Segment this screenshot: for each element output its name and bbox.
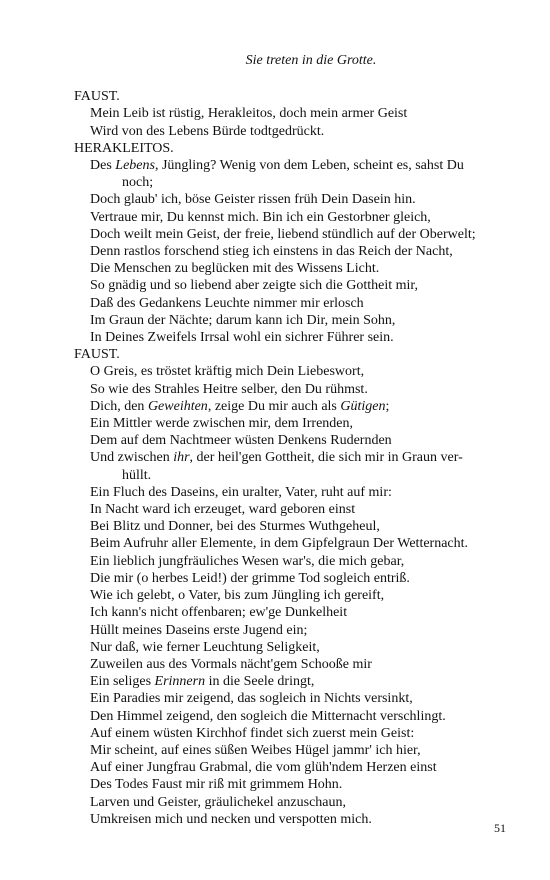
verse-line: [74, 553, 514, 570]
verse-line: [74, 570, 514, 587]
line-text: So wie des Strahles Heitre selber, den Du rühmst.: [90, 381, 368, 397]
line-text: Die mir (o herbes Leid!) der grimme Tod sogleich entriß.: [90, 570, 410, 586]
line-text: Ein lieblich jungfräuliches Wesen war's, die mich gebar,: [90, 553, 405, 569]
verse-line: [74, 123, 514, 140]
line-text: Im Graun der Nächte; darum kann ich Dir, mein Sohn,: [90, 312, 396, 328]
line-text: O Greis, es tröstet kräftig mich Dein Liebeswort,: [90, 364, 365, 380]
line-text: Des: [90, 158, 116, 174]
verse-line: [74, 398, 514, 415]
line-text: Ein Mittler werde zwischen mir, dem Irrenden,: [90, 416, 354, 432]
emphasis-text: Gütigen: [340, 398, 386, 414]
verse-line: [74, 312, 514, 329]
verse-line: [74, 535, 514, 552]
verse-line: [74, 690, 514, 707]
line-text: Ein Paradies mir zeigend, das sogleich in Nichts versinkt,: [90, 691, 413, 707]
line-text: Mir scheint, auf eines süßen Weibes Hügel jammr' ich hier,: [90, 742, 421, 758]
line-text: Umkreisen mich und necken und verspotten mich.: [90, 811, 372, 827]
verse-line: [74, 329, 514, 346]
line-text: Doch weilt mein Geist, der freie, liebend stündlich auf der Oberwelt;: [90, 226, 476, 242]
verse-line: [74, 794, 514, 811]
line-text: Hüllt meines Daseins erste Jugend ein;: [90, 622, 308, 638]
verse-line: [74, 243, 514, 260]
line-continuation: hüllt.: [122, 467, 152, 483]
line-text: Zuweilen aus des Vormals nächt'gem Schooße mir: [90, 656, 372, 672]
text-block: [74, 52, 514, 828]
page-number: 51: [494, 821, 506, 835]
line-text: In Nacht ward ich erzeuget, ward geboren einst: [90, 502, 356, 518]
verse-line: [74, 518, 514, 535]
speaker-name: HERAKLEITOS.: [74, 140, 174, 156]
line-text: Denn rastlos forschend stieg ich einstens in das Reich der Nacht,: [90, 244, 453, 260]
verse-line: [74, 432, 514, 449]
verse-line: [74, 105, 514, 122]
verse-line: [74, 759, 514, 776]
verse-line: [74, 484, 514, 501]
verse-line: [74, 449, 514, 483]
verse-line: [74, 381, 514, 398]
verse-line: [74, 295, 514, 312]
line-text: , Jüngling? Wenig von dem Leben, scheint es, sahst Du: [154, 158, 464, 174]
verse-line: [74, 639, 514, 656]
speaker-name: FAUST.: [74, 347, 120, 363]
speaker-name: FAUST.: [74, 89, 120, 105]
emphasis-text: Erinnern: [154, 674, 206, 690]
line-text: Daß des Gedankens Leuchte nimmer mir erlosch: [90, 295, 364, 311]
verse-line: [74, 776, 514, 793]
verse-line: [74, 226, 514, 243]
verse-line: [74, 673, 514, 690]
verse-line: [74, 656, 514, 673]
verse-line: [74, 157, 514, 191]
line-text: in die Seele dringt,: [205, 674, 315, 690]
verse-line: [74, 501, 514, 518]
emphasis-text: ihr: [173, 450, 190, 466]
line-text: Mein Leib ist rüstig, Herakleitos, doch mein armer Geist: [90, 106, 408, 122]
line-text: Auf einer Jungfrau Grabmal, die vom glüh'ndem Herzen einst: [90, 760, 437, 776]
line-text: Und zwischen: [90, 450, 174, 466]
line-text: , zeige Du mir auch als: [207, 398, 341, 414]
verse-line: [74, 260, 514, 277]
line-text: Dich, den: [90, 398, 148, 414]
verse-line: [74, 725, 514, 742]
line-text: Vertraue mir, Du kennst mich. Bin ich ein Gestorbner gleich,: [90, 209, 431, 225]
verse-lines: [74, 88, 514, 828]
emphasis-text: Lebens: [115, 158, 155, 174]
line-text: Des Todes Faust mir riß mit grimmem Hohn.: [90, 777, 343, 793]
verse-line: [74, 604, 514, 621]
verse-line: [74, 277, 514, 294]
line-text: Beim Aufruhr aller Elemente, in dem Gipfelgraun Der Wetternacht.: [90, 536, 469, 552]
line-text: Ein Fluch des Daseins, ein uralter, Vater, ruht auf mir:: [90, 484, 392, 500]
line-text: Wird von des Lebens Bürde todtgedrückt.: [90, 123, 325, 139]
line-text: In Deines Zweifels Irrsal wohl ein sichrer Führer sein.: [90, 330, 394, 346]
line-text: Auf einem wüsten Kirchhof findet sich zuerst mein Geist:: [90, 725, 415, 741]
verse-line: [74, 811, 514, 828]
verse-line: [74, 415, 514, 432]
verse-line: [74, 622, 514, 639]
verse-line: [74, 708, 514, 725]
line-text: So gnädig und so liebend aber zeigte sich die Gottheit mir,: [90, 278, 418, 294]
emphasis-text: Geweihten: [147, 398, 208, 414]
verse-line: [74, 742, 514, 759]
line-text: Larven und Geister, gräulichekel anzuschaun,: [90, 794, 346, 810]
line-text: Ein seliges: [90, 674, 155, 690]
stage-direction: Sie treten in die Grotte.: [245, 53, 377, 68]
line-text: Nur daß, wie ferner Leuchtung Seligkeit,: [90, 639, 320, 655]
line-continuation: noch;: [122, 175, 154, 191]
line-text: Wie ich gelebt, o Vater, bis zum Jüngling ich gereift,: [90, 588, 385, 604]
line-text: Dem auf dem Nachtmeer wüsten Denkens Rudernden: [90, 433, 392, 449]
line-text: Doch glaub' ich, böse Geister rissen früh Dein Dasein hin.: [90, 192, 416, 208]
verse-line: [74, 363, 514, 380]
line-text: Die Menschen zu beglücken mit des Wissens Licht.: [90, 261, 380, 277]
verse-line: [74, 209, 514, 226]
verse-line: [74, 191, 514, 208]
line-text: Bei Blitz und Donner, bei des Sturmes Wuthgeheul,: [90, 519, 380, 535]
line-text: Ich kann's nicht offenbaren; ew'ge Dunkelheit: [90, 605, 348, 621]
verse-line: [74, 587, 514, 604]
line-text: , der heil'gen Gottheit, die sich mir in Graun ver-: [189, 450, 463, 466]
line-text: Den Himmel zeigend, den sogleich die Mitternacht verschlingt.: [90, 708, 446, 724]
line-text: ;: [385, 398, 390, 414]
